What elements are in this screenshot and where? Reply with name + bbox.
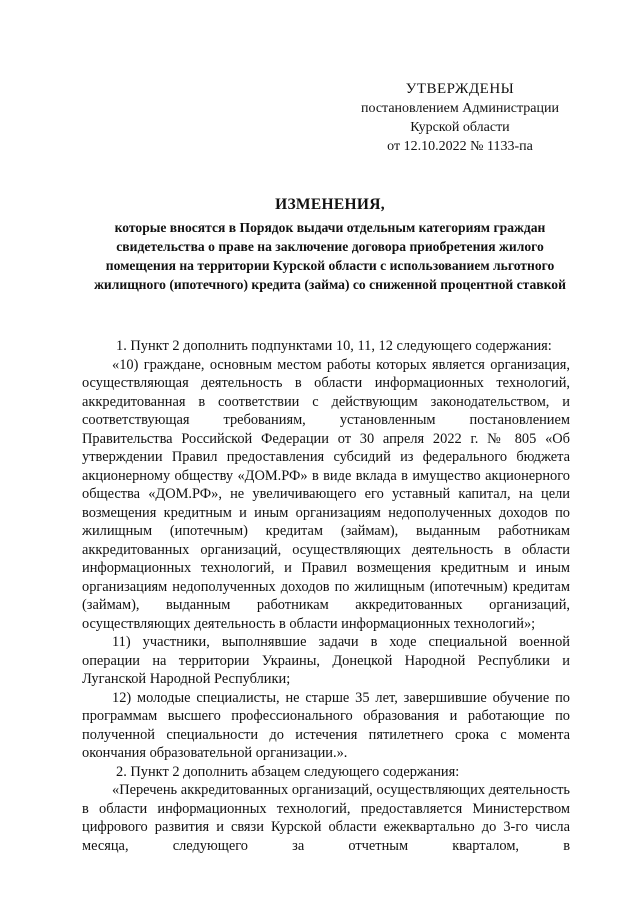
document-title: ИЗМЕНЕНИЯ, [275,196,385,213]
approval-stamp [330,80,590,156]
paragraph-2: «10) граждане, основным местом работы которых является организация, осуществляющая деятельность в области информационных технологий, аккредитованная в соответствии с действующим законодательством, и соответствующая требованиям, установленным постановлением Правительства Российской Федерации от 30 апреля 2022 г. № 805 «Об утверждении Правил предоставления субсидий из федерального бюджета акционерному обществу «ДОМ.РФ» в виде вклада в имущество акционерного общества «ДОМ.РФ», не увеличивающего его уставный капитал, на цели возмещения кредитным и иным организациям недополученных доходов по жилищным (ипотечным) кредитам (займам), выданным работникам аккредитованных организаций, осуществляющих деятельность в области информационных технологий, и Правил возмещения кредитным и иным организациям недополученных доходов по жилищным (ипотечным) кредитам (займам), выданным работникам аккредитованных организаций, осуществляющих деятельность в области информационных технологий»; [82,356,570,632]
approval-line-1: постановлением Администрации [361,101,559,116]
paragraph-6: «Перечень аккредитованных организаций, осуществляющих деятельность в области информационных технологий, предоставляется Министерством цифрового развития и связи Курской области ежеквартально до 3-го числа месяца, следующего за отчетным кварталом, в [82,782,570,854]
document-body [82,337,570,855]
paragraph-4: 12) молодые специалисты, не старше 35 лет, завершившие обучение по программам высшего профессионального образования и работающие по полученной специальности до истечения пятилетнего срока с момента окончания образовательной организации.». [82,689,570,761]
document-subtitle: которые вносятся в Порядок выдачи отдельным категориям граждан свидетельства о праве на заключение договора приобретения жилого помещения на территории Курской области с использованием льготного жилищного (ипотечного) кредита (займа) со сниженной процентной ставкой [94,220,566,292]
approval-line-2: Курской области [410,120,510,135]
paragraph-1: 1. Пункт 2 дополнить подпунктами 10, 11, 12 следующего содержания: [116,338,552,354]
paragraph-5: 2. Пункт 2 дополнить абзацем следующего содержания: [116,763,460,780]
approval-line-3: от 12.10.2022 № 1133-па [387,139,533,154]
document-heading [80,196,580,294]
paragraph-3: 11) участники, выполнявшие задачи в ходе специальной военной операции на территории Украины, Донецкой Народной Республики и Луганской Народной Республики; [82,634,570,687]
approval-heading: УТВЕРЖДЕНЫ [405,81,515,97]
